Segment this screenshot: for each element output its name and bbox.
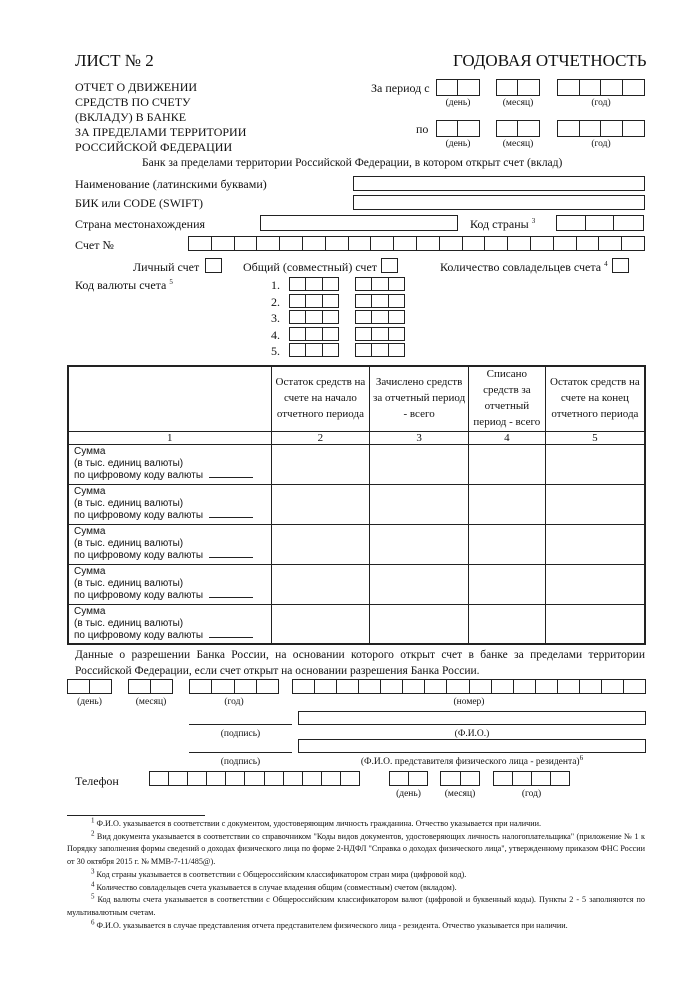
signature-caption: (подпись): [220, 757, 261, 767]
period-to-month[interactable]: [496, 120, 540, 137]
representative-caption: (Ф.И.О. представителя физического лица - резидента)$^6$: [360, 753, 584, 767]
currency-numeric-code[interactable]: [289, 294, 339, 308]
period-from-day[interactable]: [436, 79, 480, 96]
table-header-cell: Остаток средств на счете на конец отчетного периода: [545, 366, 645, 431]
month-caption: (месяц): [444, 789, 476, 799]
personal-account-checkbox[interactable]: [205, 258, 222, 273]
opening-balance-cell[interactable]: [271, 524, 370, 564]
currency-row-num: 5.: [271, 344, 280, 358]
swift-input[interactable]: [353, 195, 645, 210]
phone-label: Телефон: [75, 774, 119, 788]
month-caption: (месяц): [502, 139, 534, 149]
table-header-cell: Остаток средств на счете на начало отчетного периода: [271, 366, 370, 431]
opening-balance-cell[interactable]: [271, 604, 370, 644]
currency-letter-code[interactable]: [355, 277, 405, 291]
coowners-count-input[interactable]: [612, 258, 629, 273]
funds-movement-table: [67, 365, 646, 645]
credited-cell[interactable]: [370, 484, 469, 524]
sign-date-year[interactable]: [493, 771, 570, 786]
column-number: 3: [370, 431, 469, 444]
year-caption: (год): [521, 789, 542, 799]
opening-balance-cell[interactable]: [271, 484, 370, 524]
table-header-row: [68, 366, 645, 431]
year-caption: (год): [591, 139, 611, 149]
month-caption: (месяц): [135, 697, 167, 707]
footnote: $^6$ Ф.И.О. указывается в случае представления отчета представителем физического лица - резидента. Отчество указывается при наличии.: [91, 917, 568, 930]
column-number: 5: [545, 431, 645, 444]
opening-balance-cell[interactable]: [271, 564, 370, 604]
country-input[interactable]: [260, 215, 458, 231]
year-caption: (год): [224, 697, 244, 707]
permit-year[interactable]: [189, 679, 279, 694]
opening-balance-cell[interactable]: [271, 444, 370, 484]
day-caption: (день): [445, 139, 471, 149]
period-from-label: За период с: [371, 81, 430, 95]
currency-code-blank[interactable]: [209, 517, 253, 518]
permit-month[interactable]: [128, 679, 173, 694]
number-caption: (номер): [453, 697, 485, 707]
debited-cell[interactable]: [468, 604, 545, 644]
year-caption: (год): [591, 98, 611, 108]
footnotes: [67, 818, 645, 932]
footnote-separator: [67, 815, 205, 816]
sign-date-day[interactable]: [389, 771, 428, 786]
account-label: Счет №: [75, 238, 114, 252]
footnote: $^2$ Вид документа указывается в соответствии со справочником "Коды видов документов, удостоверяющих личность налогоплательщика" (приложение № 1 к Порядку заполнения формы сведений о доходах физического лица по форме 2-НДФЛ "Справка о доходах физического лица", утвержденному приказом ФНС России от 30 октября 2015 г. № ММВ-7-11/485@).: [67, 828, 645, 867]
footnote-ref: 3: [531, 217, 536, 225]
report-type: ГОДОВАЯ ОТЧЕТНОСТЬ: [453, 51, 647, 70]
permit-day[interactable]: [67, 679, 112, 694]
column-number: 4: [468, 431, 545, 444]
footnote-ref: 5: [169, 278, 173, 286]
coowners-label: Количество совладельцев счета $^4$: [440, 260, 608, 274]
period-to-year[interactable]: [557, 120, 645, 137]
row-label: Сумма (в тыс. единиц валюты) по цифровому коду валюты: [68, 604, 271, 644]
bank-name-label: Наименование (латинскими буквами): [75, 177, 267, 191]
closing-balance-cell[interactable]: [545, 484, 645, 524]
joint-account-checkbox[interactable]: [381, 258, 398, 273]
country-label: Страна местонахождения: [75, 217, 206, 231]
currency-letter-code[interactable]: [355, 294, 405, 308]
permit-description: Данные о разрешении Банка России, на основании которого открыт счет в банке за пределами территории Российской Федерации, если счет открыт на основании разрешения Банка России.: [75, 649, 645, 677]
swift-label: БИК или CODE (SWIFT): [75, 196, 204, 210]
currency-letter-code[interactable]: [355, 327, 405, 341]
fio-caption: (Ф.И.О.): [454, 729, 490, 739]
bank-section-title: Банк за пределами территории Российской Федерации, в котором открыт счет (вклад): [142, 157, 563, 169]
personal-account-label: Личный счет: [133, 260, 200, 274]
form-title-line: СРЕДСТВ ПО СЧЕТУ: [75, 95, 191, 109]
table-row: [68, 484, 645, 524]
currency-numeric-code[interactable]: [289, 310, 339, 324]
closing-balance-cell[interactable]: [545, 604, 645, 644]
period-from-year[interactable]: [557, 79, 645, 96]
signature-line[interactable]: [189, 752, 292, 753]
currency-numeric-code[interactable]: [289, 277, 339, 291]
sign-date-month[interactable]: [440, 771, 480, 786]
currency-code-blank[interactable]: [209, 477, 253, 478]
debited-cell[interactable]: [468, 564, 545, 604]
day-caption: (день): [445, 98, 471, 108]
country-code-label: Код страны $^3$: [470, 217, 536, 231]
column-number-row: [68, 431, 645, 444]
period-from-month[interactable]: [496, 79, 540, 96]
footnote-ref: 4: [604, 260, 608, 268]
form-title-line: ОТЧЕТ О ДВИЖЕНИИ: [75, 80, 198, 94]
footnote: $^3$ Код страны указывается в соответствии с Общероссийским классификатором стран мира (цифровой код).: [91, 867, 467, 879]
table-header-cell: [68, 366, 271, 431]
currency-code-blank[interactable]: [209, 637, 253, 638]
currency-row-num: 1.: [271, 278, 280, 292]
form-title-line: РОССИЙСКОЙ ФЕДЕРАЦИИ: [75, 140, 233, 154]
footnote-ref: 6: [579, 753, 584, 762]
currency-code-blank[interactable]: [209, 557, 253, 558]
row-label: Сумма (в тыс. единиц валюты) по цифровому коду валюты: [68, 484, 271, 524]
table-row: [68, 564, 645, 604]
table-header-cell: Списано средств за отчетный период - всего: [468, 366, 545, 431]
currency-numeric-code[interactable]: [289, 343, 339, 357]
form-title-line: (ВКЛАДУ) В БАНКЕ: [75, 110, 187, 124]
row-label: Сумма (в тыс. единиц валюты) по цифровому коду валюты: [68, 564, 271, 604]
credited-cell[interactable]: [370, 604, 469, 644]
signature-caption: (подпись): [220, 729, 261, 739]
table-header-cell: Зачислено средств за отчетный период - всего: [370, 366, 469, 431]
signature-line[interactable]: [189, 724, 292, 725]
credited-cell[interactable]: [370, 444, 469, 484]
phone-input[interactable]: [149, 771, 360, 786]
currency-row-num: 4.: [271, 327, 280, 342]
sheet-label: ЛИСТ № 2: [75, 51, 154, 70]
debited-cell[interactable]: [468, 524, 545, 564]
day-caption: (день): [77, 697, 102, 707]
representative-fio-input[interactable]: [298, 739, 646, 753]
account-number-input[interactable]: [188, 236, 645, 251]
debited-cell[interactable]: [468, 444, 545, 484]
bank-name-input[interactable]: [353, 176, 645, 191]
form-title: [75, 80, 246, 155]
currency-row-num: 2.: [271, 294, 280, 309]
permit-number[interactable]: [292, 679, 646, 694]
footnote: $^4$ Количество совладельцев счета указывается в случае владения общим (совместным) счетом (вкладом).: [91, 879, 457, 892]
table-row: [68, 604, 645, 644]
country-code-input[interactable]: [556, 215, 644, 231]
currency-code-blank[interactable]: [209, 597, 253, 598]
currency-letter-code[interactable]: [355, 343, 405, 357]
row-label: Сумма (в тыс. единиц валюты) по цифровому коду валюты: [68, 524, 271, 564]
credited-cell[interactable]: [370, 564, 469, 604]
currency-numeric-code[interactable]: [289, 327, 339, 341]
period-to-label: по: [416, 122, 429, 136]
joint-account-label: Общий (совместный) счет: [243, 260, 378, 274]
form-title-line: ЗА ПРЕДЕЛАМИ ТЕРРИТОРИИ: [75, 125, 247, 139]
debited-cell[interactable]: [468, 484, 545, 524]
period-to-day[interactable]: [436, 120, 480, 137]
column-number: 1: [68, 431, 271, 444]
month-caption: (месяц): [502, 98, 534, 108]
table-row: [68, 444, 645, 484]
footnote: $^5$ Код валюты счета указывается в соответствии с Общероссийским классификатором валют (цифровой и буквенный коды). Пункты 2 - 5 заполняются по мультивалютным счетам.: [67, 892, 645, 917]
credited-cell[interactable]: [370, 524, 469, 564]
fio-input[interactable]: [298, 711, 646, 725]
closing-balance-cell[interactable]: [545, 564, 645, 604]
day-caption: (день): [396, 789, 421, 799]
currency-row-num: 3.: [271, 311, 280, 325]
table-row: [68, 524, 645, 564]
currency-letter-code[interactable]: [355, 310, 405, 324]
row-label: Сумма (в тыс. единиц валюты) по цифровому коду валюты: [68, 444, 271, 484]
currency-code-label: Код валюты счета $^5$: [75, 278, 173, 292]
footnote: $^1$ Ф.И.О. указывается в соответствии с документом, удостоверяющим личность гражданина. Отчество указывается при наличии.: [91, 816, 542, 828]
closing-balance-cell[interactable]: [545, 444, 645, 484]
closing-balance-cell[interactable]: [545, 524, 645, 564]
column-number: 2: [271, 431, 370, 444]
